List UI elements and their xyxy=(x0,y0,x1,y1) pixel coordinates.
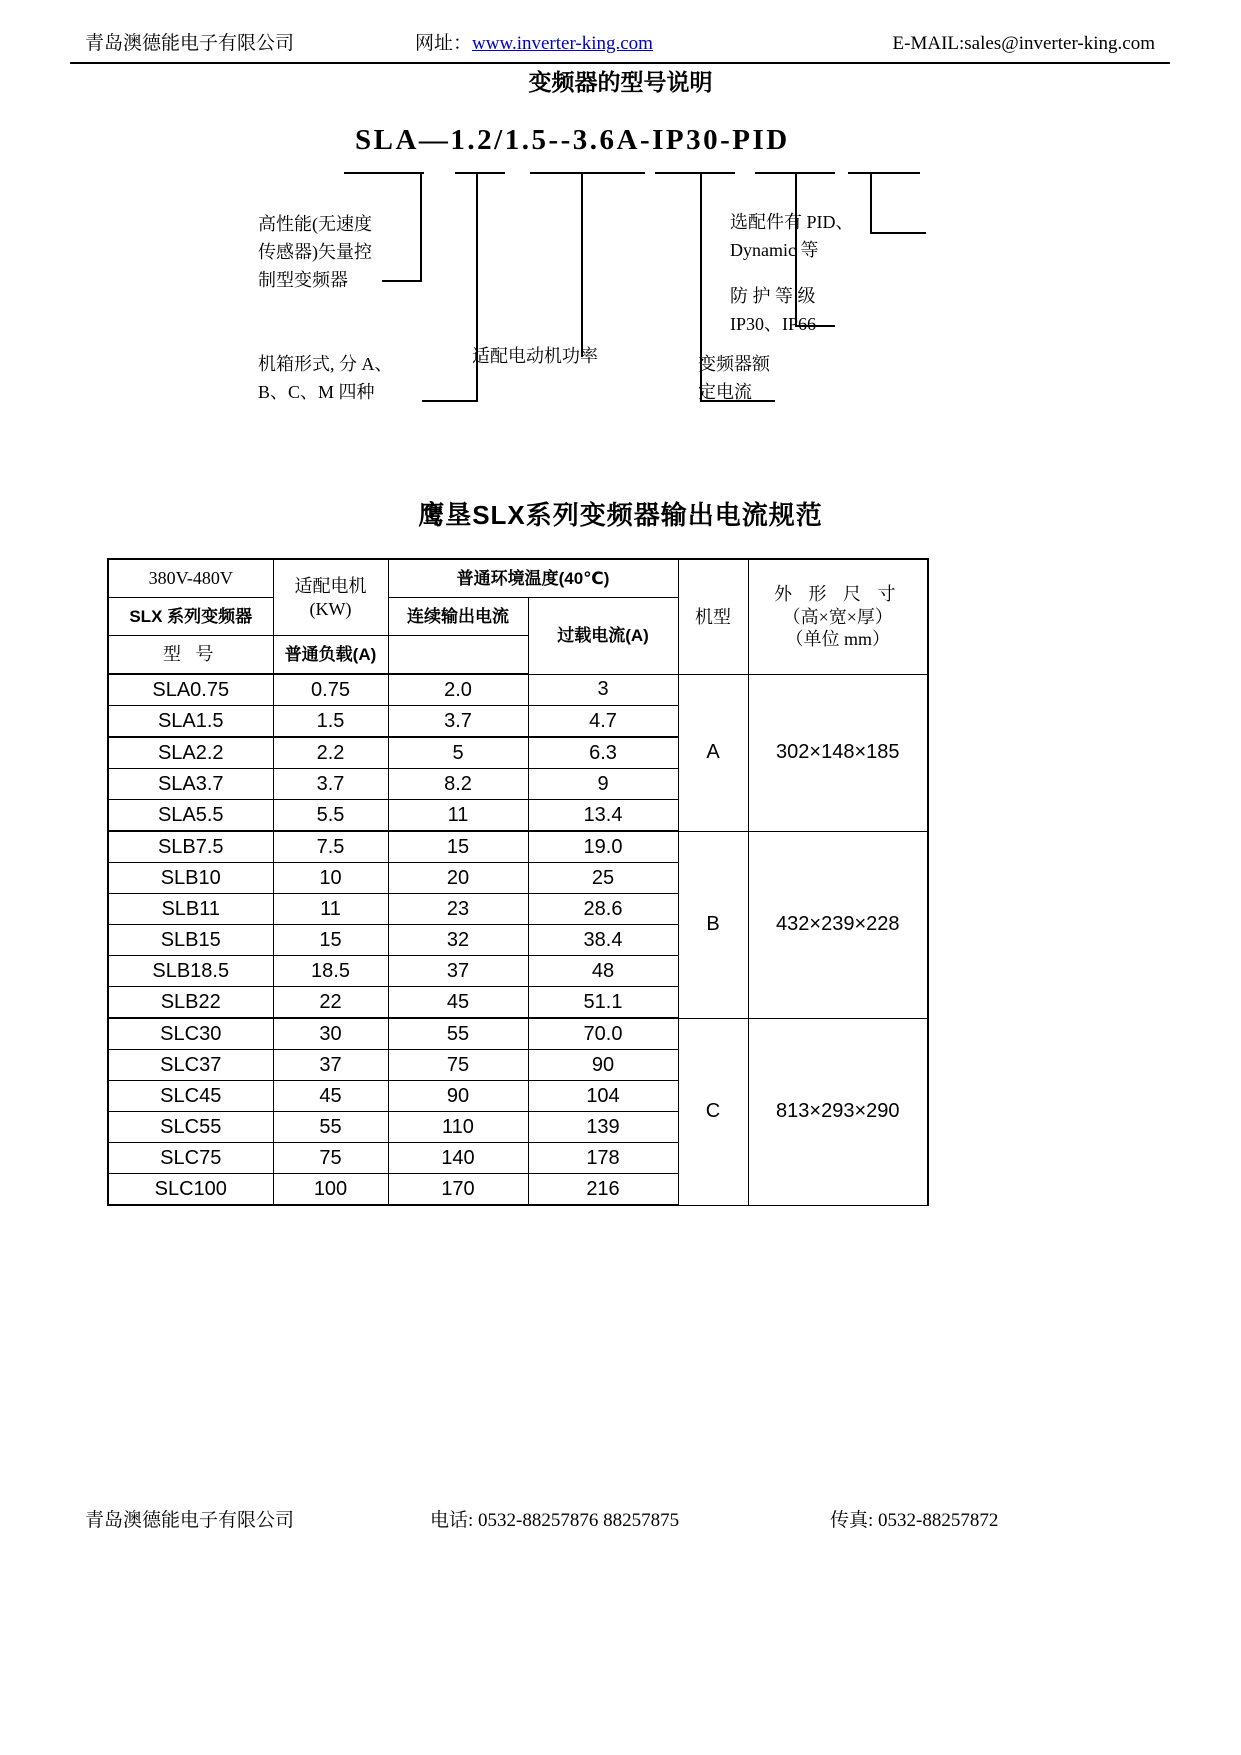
header-normal-load: 普通负载(A) xyxy=(273,636,388,675)
note-protection-line1: 防 护 等 级 xyxy=(730,286,816,306)
cell-overload: 19.0 xyxy=(528,831,678,863)
header-email: E-MAIL:sales@inverter-king.com xyxy=(892,33,1155,54)
cell-overload: 104 xyxy=(528,1081,678,1112)
table-row xyxy=(108,1018,928,1050)
underline-current xyxy=(655,172,735,174)
underline-power xyxy=(530,172,645,174)
note-performance-line3: 制型变频器 xyxy=(258,270,348,290)
note-chassis-line2: B、C、M 四种 xyxy=(258,382,375,402)
page-header xyxy=(85,28,1155,64)
leader-line-chassis-horizontal xyxy=(422,400,478,402)
section-title-current-spec: 鹰垦SLX系列变频器输出电流规范 xyxy=(418,500,823,530)
cell-overload: 51.1 xyxy=(528,987,678,1019)
cell-model-type: C xyxy=(678,1018,748,1205)
cell-continuous: 20 xyxy=(388,863,528,894)
footer-telephone: 电话: 0532-88257876 88257875 xyxy=(430,1510,680,1531)
cell-model: SLC30 xyxy=(108,1018,273,1050)
header-motor-kw xyxy=(273,559,388,636)
cell-model: SLB18.5 xyxy=(108,956,273,987)
note-performance xyxy=(258,210,372,294)
header-website-label: 网址： xyxy=(415,33,473,54)
header-voltage-range: 380V-480V xyxy=(108,559,273,598)
cell-continuous: 75 xyxy=(388,1050,528,1081)
cell-kw: 100 xyxy=(273,1174,388,1206)
cell-overload: 90 xyxy=(528,1050,678,1081)
cell-model: SLB11 xyxy=(108,894,273,925)
header-outline-dimensions-line2: （高×宽×厚） xyxy=(782,606,893,627)
spec-table-body xyxy=(108,674,928,1205)
footer-fax: 传真: 0532-88257872 xyxy=(830,1510,999,1531)
cell-overload: 3 xyxy=(528,674,678,706)
cell-continuous: 55 xyxy=(388,1018,528,1050)
cell-model: SLB7.5 xyxy=(108,831,273,863)
cell-model: SLA2.2 xyxy=(108,737,273,769)
cell-dimensions: 813×293×290 xyxy=(748,1018,928,1205)
header-outline-dimensions xyxy=(748,559,928,674)
underline-sla xyxy=(344,172,424,174)
note-performance-line2: 传感器)矢量控 xyxy=(258,242,372,262)
cell-dimensions: 432×239×228 xyxy=(748,831,928,1018)
note-rated-current xyxy=(698,350,770,406)
cell-kw: 10 xyxy=(273,863,388,894)
cell-model: SLB10 xyxy=(108,863,273,894)
cell-overload: 25 xyxy=(528,863,678,894)
header-ambient-temperature: 普通环境温度(40℃) xyxy=(388,559,678,598)
cell-dimensions: 302×148×185 xyxy=(748,674,928,831)
leader-line-motor-power-vertical xyxy=(581,172,583,357)
cell-kw: 55 xyxy=(273,1112,388,1143)
cell-model: SLA3.7 xyxy=(108,769,273,800)
header-model-number: 型 号 xyxy=(108,636,273,675)
cell-overload: 38.4 xyxy=(528,925,678,956)
note-motor-power-line1: 适配电动机功率 xyxy=(472,346,598,366)
table-row xyxy=(108,674,928,706)
cell-continuous: 90 xyxy=(388,1081,528,1112)
note-rated-current-line2: 定电流 xyxy=(698,382,752,402)
leader-line-options-vertical xyxy=(870,172,872,234)
header-website-link[interactable]: www.inverter-king.com xyxy=(472,33,653,54)
cell-continuous: 2.0 xyxy=(388,674,528,706)
cell-overload: 6.3 xyxy=(528,737,678,769)
note-chassis xyxy=(258,350,393,406)
page-footer xyxy=(85,1505,1160,1532)
note-options-line1: 选配件有 PID、 xyxy=(730,212,854,232)
spec-table-container xyxy=(107,558,927,1206)
spec-table-head xyxy=(108,559,928,674)
output-current-spec-table xyxy=(107,558,929,1206)
cell-continuous: 11 xyxy=(388,800,528,832)
cell-kw: 7.5 xyxy=(273,831,388,863)
cell-model: SLC37 xyxy=(108,1050,273,1081)
cell-kw: 5.5 xyxy=(273,800,388,832)
cell-kw: 15 xyxy=(273,925,388,956)
note-rated-current-line1: 变频器额 xyxy=(698,354,770,374)
leader-line-performance-horizontal xyxy=(382,280,422,282)
cell-overload: 4.7 xyxy=(528,706,678,738)
cell-model: SLB15 xyxy=(108,925,273,956)
cell-continuous: 170 xyxy=(388,1174,528,1206)
header-outline-dimensions-line3: （单位 mm） xyxy=(785,629,891,649)
cell-kw: 0.75 xyxy=(273,674,388,706)
cell-kw: 37 xyxy=(273,1050,388,1081)
cell-continuous: 5 xyxy=(388,737,528,769)
cell-kw: 75 xyxy=(273,1143,388,1174)
cell-model: SLC45 xyxy=(108,1081,273,1112)
cell-overload: 9 xyxy=(528,769,678,800)
leader-line-performance-vertical xyxy=(420,172,422,282)
cell-continuous: 23 xyxy=(388,894,528,925)
cell-model: SLA5.5 xyxy=(108,800,273,832)
cell-continuous: 45 xyxy=(388,987,528,1019)
cell-overload: 13.4 xyxy=(528,800,678,832)
cell-continuous: 110 xyxy=(388,1112,528,1143)
cell-continuous: 140 xyxy=(388,1143,528,1174)
note-chassis-line1: 机箱形式, 分 A、 xyxy=(258,354,393,374)
leader-line-options-horizontal xyxy=(870,232,926,234)
cell-continuous: 3.7 xyxy=(388,706,528,738)
note-protection-line2: IP30、IP66 xyxy=(730,314,817,334)
cell-overload: 216 xyxy=(528,1174,678,1206)
header-company-name: 青岛澳德能电子有限公司 xyxy=(85,33,295,54)
note-motor-power xyxy=(472,342,598,370)
note-protection xyxy=(730,282,816,338)
cell-model: SLB22 xyxy=(108,987,273,1019)
cell-model: SLC75 xyxy=(108,1143,273,1174)
header-overload-current-spacer xyxy=(388,636,528,675)
cell-kw: 30 xyxy=(273,1018,388,1050)
table-row xyxy=(108,831,928,863)
header-website xyxy=(415,28,805,55)
cell-kw: 2.2 xyxy=(273,737,388,769)
cell-kw: 1.5 xyxy=(273,706,388,738)
header-slx-series: SLX 系列变频器 xyxy=(108,598,273,636)
underline-a xyxy=(455,172,505,174)
cell-model: SLC55 xyxy=(108,1112,273,1143)
header-continuous-output: 连续输出电流 xyxy=(388,598,528,636)
model-code-string: SLA—1.2/1.5--3.6A-IP30-PID xyxy=(355,124,790,156)
cell-continuous: 15 xyxy=(388,831,528,863)
cell-model-type: B xyxy=(678,831,748,1018)
cell-overload: 139 xyxy=(528,1112,678,1143)
cell-overload: 48 xyxy=(528,956,678,987)
cell-continuous: 37 xyxy=(388,956,528,987)
cell-kw: 18.5 xyxy=(273,956,388,987)
header-motor-kw-line1: 适配电机 xyxy=(294,576,367,596)
cell-kw: 11 xyxy=(273,894,388,925)
cell-overload: 178 xyxy=(528,1143,678,1174)
cell-model: SLC100 xyxy=(108,1174,273,1206)
cell-kw: 3.7 xyxy=(273,769,388,800)
spec-header-row-1 xyxy=(108,559,928,598)
note-options xyxy=(730,208,854,264)
cell-overload: 70.0 xyxy=(528,1018,678,1050)
cell-continuous: 32 xyxy=(388,925,528,956)
cell-kw: 22 xyxy=(273,987,388,1019)
cell-kw: 45 xyxy=(273,1081,388,1112)
cell-model: SLA1.5 xyxy=(108,706,273,738)
note-options-line2: Dynamic 等 xyxy=(730,240,819,260)
underline-pid xyxy=(848,172,920,174)
model-code-diagram xyxy=(0,110,1241,440)
cell-continuous: 8.2 xyxy=(388,769,528,800)
header-model-type: 机型 xyxy=(678,559,748,674)
header-motor-kw-line2: (KW) xyxy=(309,598,352,619)
section-title-model-explanation: 变频器的型号说明 xyxy=(528,69,713,95)
footer-company-name: 青岛澳德能电子有限公司 xyxy=(85,1510,295,1531)
header-outline-dimensions-line1: 外 形 尺 寸 xyxy=(774,584,902,604)
cell-model: SLA0.75 xyxy=(108,674,273,706)
cell-model-type: A xyxy=(678,674,748,831)
header-overload-current: 过载电流(A) xyxy=(528,598,678,675)
cell-overload: 28.6 xyxy=(528,894,678,925)
note-performance-line1: 高性能(无速度 xyxy=(258,214,372,234)
